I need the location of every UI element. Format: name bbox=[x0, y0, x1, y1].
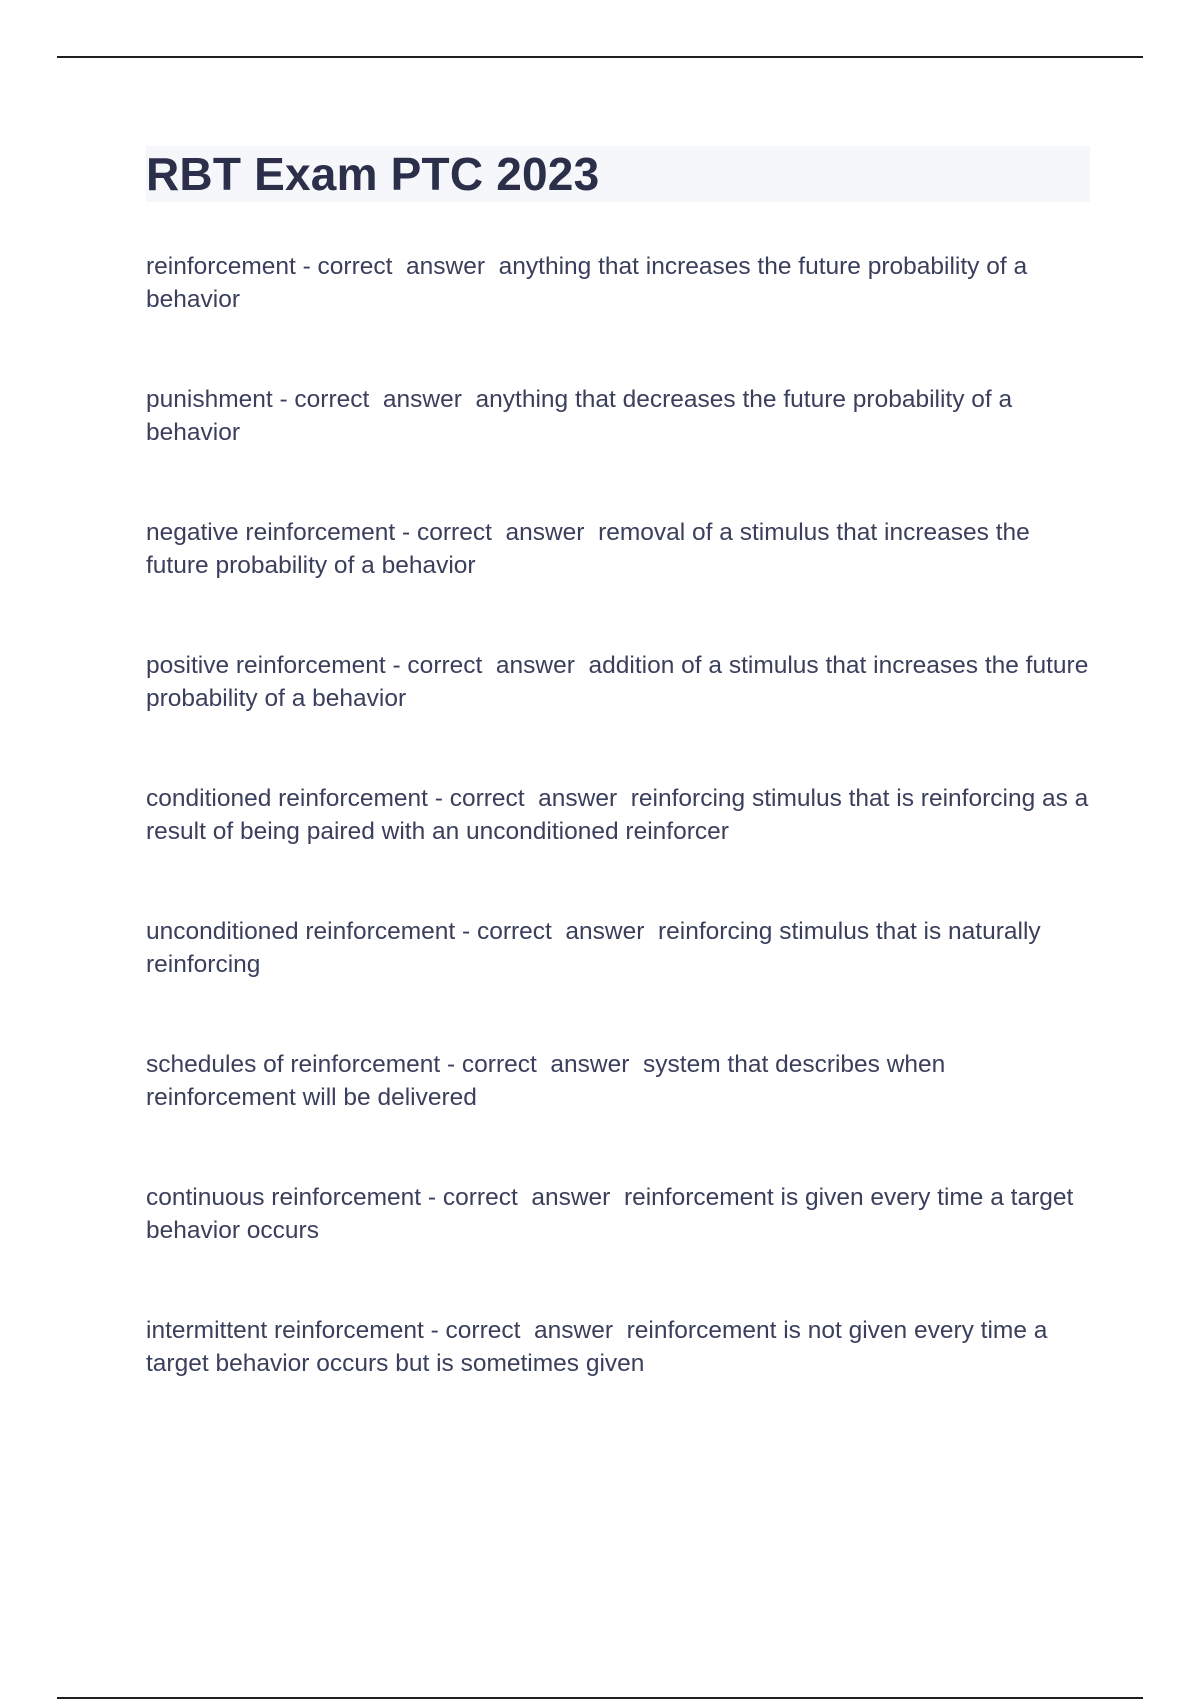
top-rule bbox=[57, 56, 1143, 58]
flashcard-item: unconditioned reinforcement - correct answer reinforcing stimulus that is naturally reinforcing bbox=[146, 918, 1048, 978]
bottom-rule bbox=[57, 1697, 1143, 1699]
flashcard-item: positive reinforcement - correct answer addition of a stimulus that increases the future probability of a behavior bbox=[146, 652, 1096, 712]
flashcard-item: reinforcement - correct answer anything that increases the future probability of a behavior bbox=[146, 253, 1034, 313]
flashcard-item: intermittent reinforcement - correct answer reinforcement is not given every time a target behavior occurs but is sometimes given bbox=[146, 1317, 1055, 1377]
flashcard-item: punishment - correct answer anything that decreases the future probability of a behavior bbox=[146, 386, 1019, 446]
flashcard-item: conditioned reinforcement - correct answer reinforcing stimulus that is reinforcing as a result of being paired with an unconditioned reinforcer bbox=[146, 785, 1096, 845]
flashcard-item: negative reinforcement - correct answer removal of a stimulus that increases the future probability of a behavior bbox=[146, 519, 1037, 579]
document-title: RBT Exam PTC 2023 bbox=[146, 148, 600, 200]
flashcard-item: schedules of reinforcement - correct answer system that describes when reinforcement will be delivered bbox=[146, 1051, 953, 1111]
flashcard-item: continuous reinforcement - correct answer reinforcement is given every time a target behavior occurs bbox=[146, 1184, 1081, 1244]
flashcard-list bbox=[146, 250, 1096, 1447]
